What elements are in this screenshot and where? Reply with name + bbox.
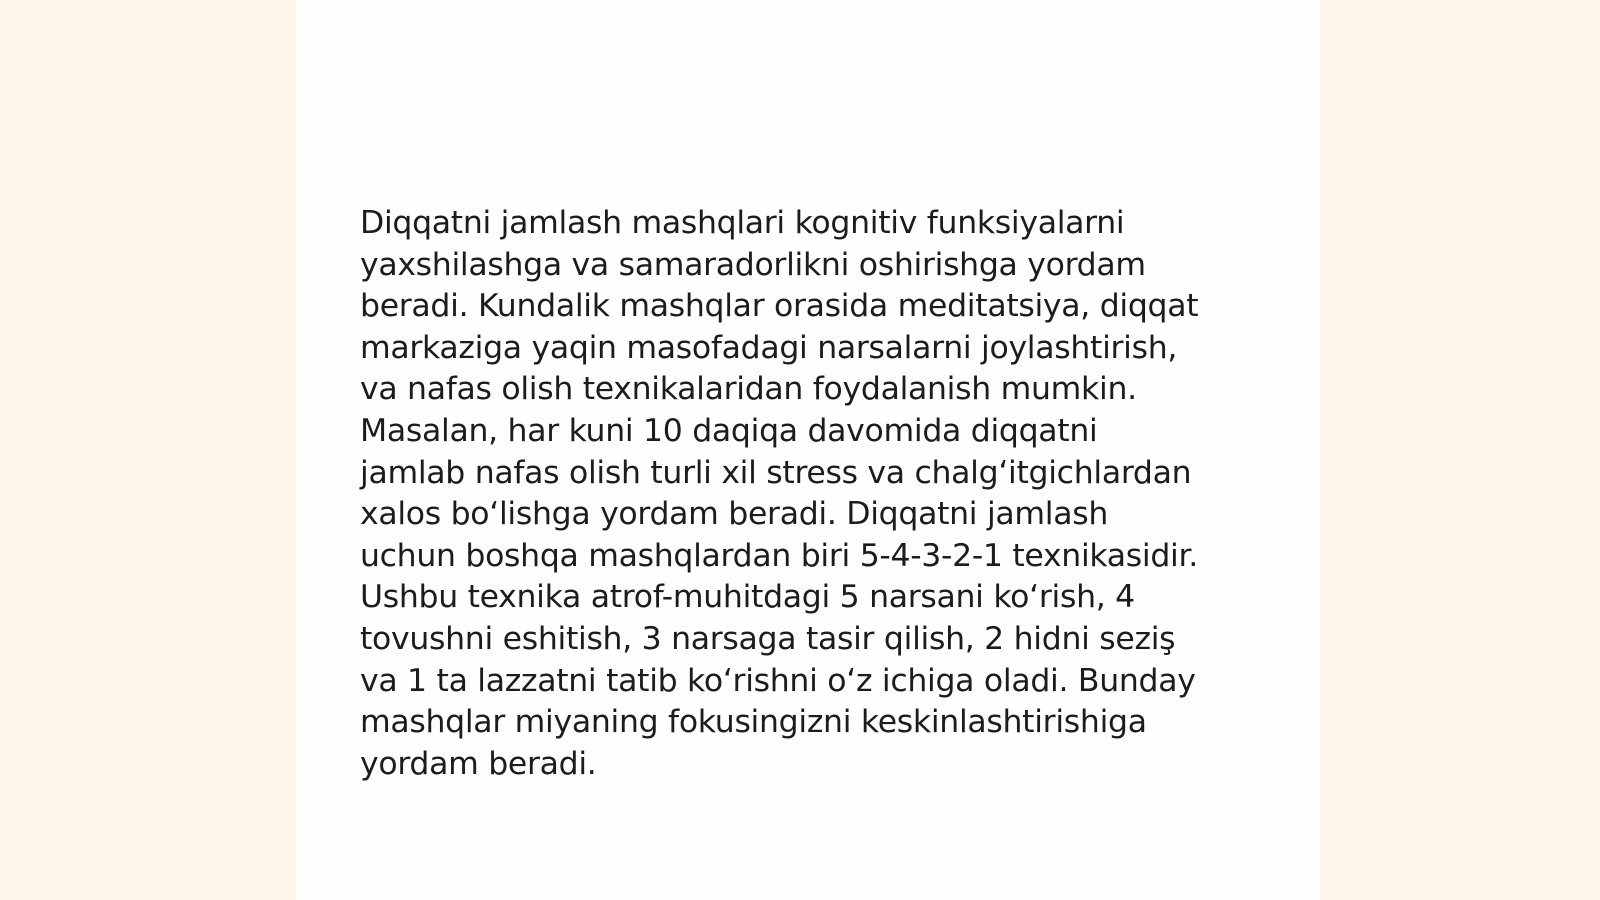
paragraph-line: va nafas olish texnikalaridan foydalanish mumkin. bbox=[360, 371, 1137, 408]
paragraph-line: Ushbu texnika atrof-muhitdagi 5 narsani koʻrish, 4 bbox=[360, 579, 1135, 616]
paragraph-line: yordam beradi. bbox=[360, 745, 597, 782]
paragraph-line: Diqqatni jamlash mashqlari kognitiv funksiyalarni bbox=[360, 205, 1125, 241]
paragraph-line: tovushni eshitish, 3 narsaga tasir qilish, 2 hidni seziş bbox=[360, 620, 1176, 657]
body-paragraph bbox=[360, 203, 1260, 785]
paragraph-line: uchun boshqa mashqlardan biri 5-4-3-2-1 texnikasidir. bbox=[360, 537, 1198, 574]
paragraph-line: Masalan, har kuni 10 daqiqa davomida diqqatni bbox=[360, 412, 1098, 449]
document-page bbox=[296, 0, 1320, 900]
paragraph-line: yaxshilashga va samaradorlikni oshirishga yordam bbox=[360, 246, 1146, 283]
paragraph-line: jamlab nafas olish turli xil stress va chalgʻitgichlardan bbox=[360, 454, 1192, 491]
paragraph-line: xalos boʻlishga yordam beradi. Diqqatni jamlash bbox=[360, 496, 1109, 533]
paragraph-line: va 1 ta lazzatni tatib koʻrishni oʻz ichiga oladi. Bunday bbox=[360, 662, 1196, 699]
paragraph-line: beradi. Kundalik mashqlar orasida meditatsiya, diqqat bbox=[360, 288, 1199, 325]
paragraph-line: mashqlar miyaning fokusingizni keskinlashtirishiga bbox=[360, 704, 1147, 741]
paragraph-line: markaziga yaqin masofadagi narsalarni joylashtirish, bbox=[360, 329, 1178, 366]
